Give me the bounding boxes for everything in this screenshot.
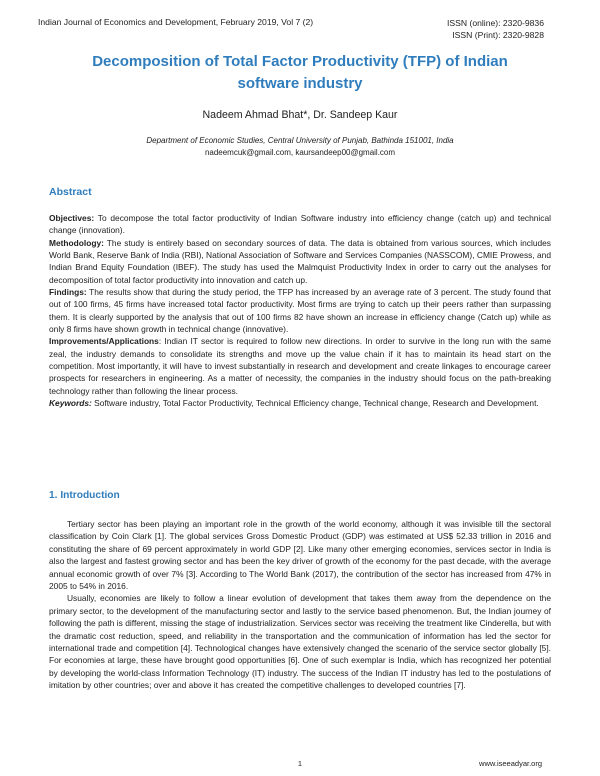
abstract-findings [49,286,551,335]
abstract-methodology [49,237,551,286]
journal-header: Indian Journal of Economics and Development, February 2019, Vol 7 (2) [38,17,314,27]
abstract-heading: Abstract [49,186,92,198]
improvements-label: Improvements/Applications [49,336,159,347]
footer-website[interactable]: www.iseeadyar.org [479,759,542,768]
findings-text: The results show that during the study period, the TFP has increased by an average rate of 3 percent. The study found that out of 100 firms, 45 firms have increased total factor productivity. Most firms are trying to catch up their peers rather than surpassing them. It is clearly supported by the analysis that out of 100 firms 82 have shown an increase in efficiency change (Catch up) while as only 8 firms have shown growth in technical change (innovative). [49,287,551,335]
keywords-text: Software industry, Total Factor Productivity, Technical Efficiency change, Technical change, Research and Development. [91,398,539,409]
methodology-label: Methodology: [49,237,104,248]
author-emails[interactable]: nadeemcuk@gmail.com, kaursandeep00@gmail.com [204,148,396,157]
issn-online: ISSN (online): 2320-9836 [447,18,544,28]
abstract-body [49,212,551,410]
affiliation: Department of Economic Studies, Central University of Punjab, Bathinda 151001, India [146,136,454,145]
issn-print: ISSN (Print): 2320-9828 [452,30,544,40]
abstract-keywords [49,397,551,409]
keywords-label: Keywords: [49,398,92,409]
objectives-text: To decompose the total factor productivity of Indian Software industry into efficiency change (catch up) and technical change (innovation). [49,213,551,236]
findings-label: Findings: [49,287,87,298]
authors: Nadeem Ahmad Bhat*, Dr. Sandeep Kaur [202,109,398,121]
introduction-heading: 1. Introduction [49,490,120,501]
intro-paragraph-1: Tertiary sector has been playing an important role in the growth of the world economy, although it was invisible till the sectoral classification by Coin Clark [1]. The global services Gross Domestic Product (GDP) was estimated at US$ 52.33 trillion in 2016 and constituting the share of 69 percent approximately in world GDP [2]. Like many other emerging economies, services sector in India is also the largest and fastest growing sector and has been the key driver of growth of the economy for the past decade, with the average annual economic growth of over 7% [3]. According to The World Bank (2017), the contribution of the sector has increased from 47% in 2005 to 54% in 2016. [49,519,551,592]
abstract-objectives [49,212,551,237]
improvements-text: : Indian IT sector is required to follow new directions. In order to survive in the long run with the same zeal, the industry demands to consolidate its strengths and move up the value chain if it has to maintain its head start on the competition. Most importantly, it will have to invest substantially in research and development and create linkages to encourage career prospects for researchers in engineering. As a matter of necessity, the companies in the industry should focus on the path-breaking technology rather than following the linear process. [49,336,551,396]
paper-title: Decomposition of Total Factor Productivity (TFP) of Indian software industry [92,53,508,92]
page-number: 1 [297,759,303,768]
introduction-body [49,518,551,692]
intro-paragraph-2: Usually, economies are likely to follow a linear evolution of development that takes them away from the dependence on the primary sector, to the development of the manufacturing sector and lastly to the service based phenomenon. But, the Indian journey of following the path is different, missing the stage of industrialization. Services sector was receiving the treatment like Cinderella, but with the dramatic cost reduction, speed, and reliability in the transportation and the communication of information has led the sector for international trade and competition [4]. Technological changes have extensively changed the scenario of the service sector globally [5]. For economies at large, these have brought good opportunities [6]. One of such exemplar is India, which has recognized her potential by developing the world-class Information Technology (IT) industry. The success of the Indian IT industry has led to the postulations of imitation by other countries; over and above it has created the competitive challenges to developed countries [7]. [49,593,551,691]
issn-block [447,17,544,41]
abstract-improvements [49,335,551,397]
objectives-label: Objectives: [49,213,95,223]
methodology-text: The study is entirely based on secondary sources of data. The data is obtained from various sources, which includes World Bank, Reserve Bank of India (RBI), National Association of Software and Services Companies (NASSCOM), CMIE Prowess, and Indian Brand Equity Foundation (IBEF). The study has used the Malmquist Productivity Index in order to carry out the analyses for decomposition of total factor productivity into innovation and catch up. [49,237,551,285]
